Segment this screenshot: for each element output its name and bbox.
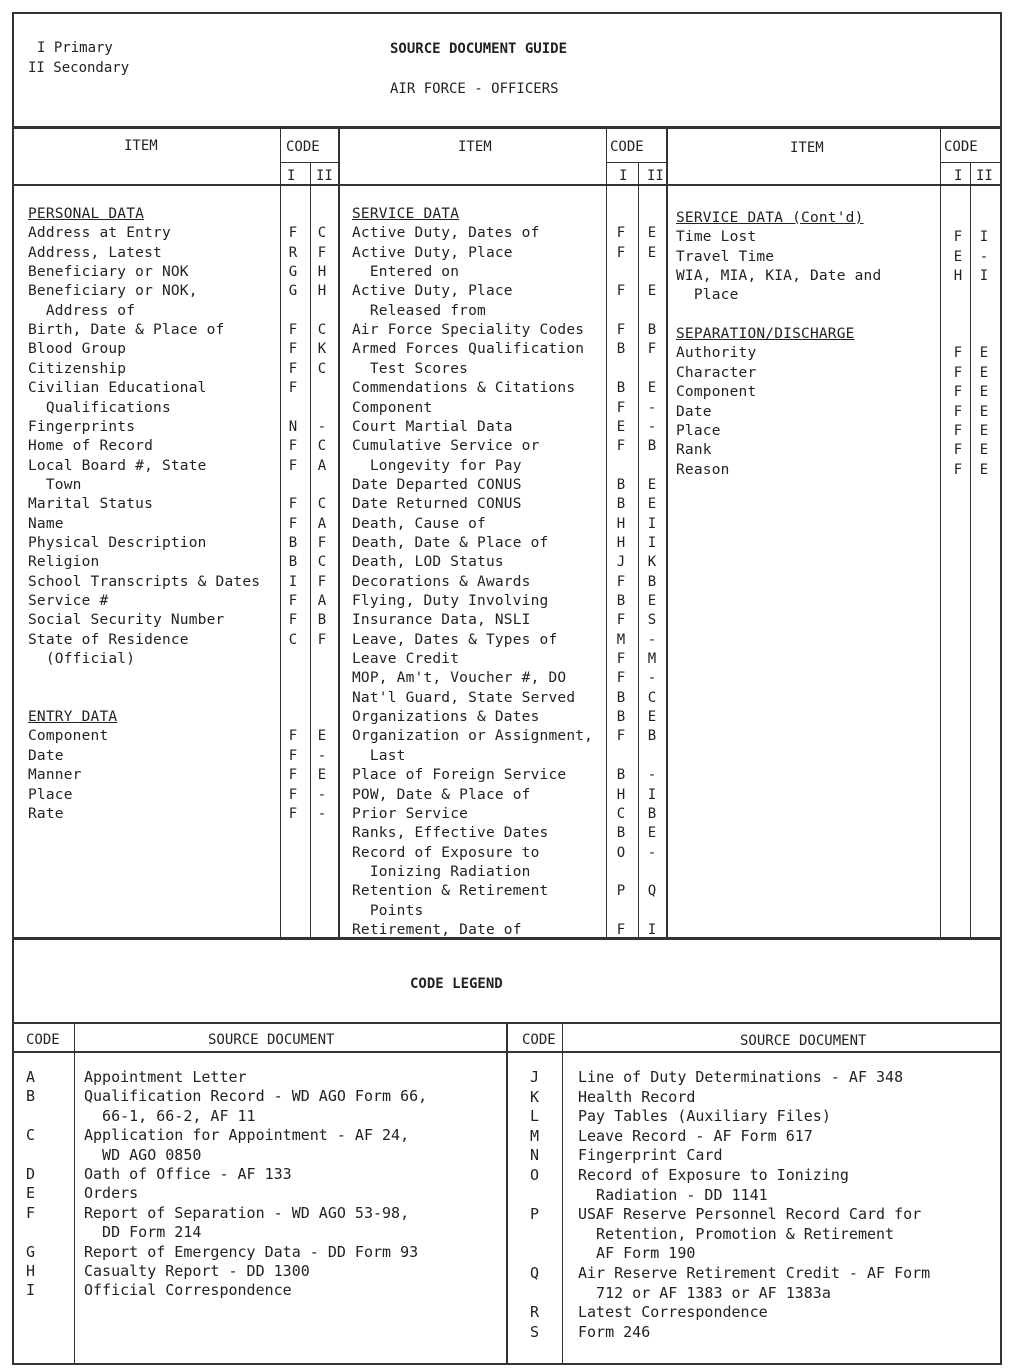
primary-code: R — [288, 244, 298, 261]
secondary-code: B — [647, 728, 657, 745]
secondary-code: M — [647, 651, 657, 668]
secondary-code: E — [979, 461, 989, 478]
primary-code: B — [288, 534, 298, 551]
item-label: WIA, MIA, KIA, Date and — [676, 268, 882, 285]
item-label: Birth, Date & Place of — [28, 322, 225, 339]
section-heading: SEPARATION/DISCHARGE — [676, 326, 855, 343]
secondary-code: C — [317, 438, 327, 455]
item-label: Organization or Assignment, — [352, 728, 594, 745]
item-label: Death, Cause of — [352, 515, 486, 532]
secondary-code: C — [647, 689, 657, 706]
legend-code: B — [26, 1087, 36, 1106]
legend-doc-header-left: SOURCE DOCUMENT — [208, 1032, 335, 1048]
secondary-code: F — [317, 573, 327, 590]
primary-code: E — [616, 418, 626, 435]
item-label: Last — [352, 747, 406, 764]
secondary-code: E — [647, 244, 657, 261]
item-label: POW, Date & Place of — [352, 786, 531, 803]
primary-code: H — [953, 268, 963, 285]
secondary-code: K — [317, 341, 327, 358]
primary-code: B — [616, 689, 626, 706]
item-header-1: ITEM — [124, 138, 158, 154]
legend-code: D — [26, 1165, 36, 1183]
primary-code: F — [616, 322, 626, 339]
item-label: Prior Service — [352, 805, 469, 822]
item-label: Travel Time — [676, 248, 775, 265]
item-label: Active Duty, Place — [352, 283, 513, 300]
secondary-code: Q — [647, 883, 657, 900]
item-label: Insurance Data, NSLI — [352, 612, 531, 629]
secondary-code: B — [647, 438, 657, 455]
item-label: Place — [676, 422, 721, 439]
primary-code: G — [288, 264, 298, 281]
item-label: Beneficiary or NOK, — [28, 283, 198, 300]
legend-title: CODE LEGEND — [410, 976, 503, 992]
code-i-header-1: I — [287, 168, 296, 184]
item-label: Local Board #, State — [28, 457, 207, 474]
legend-document: Official Correspondence — [84, 1281, 292, 1300]
primary-code: F — [616, 651, 626, 668]
secondary-code: I — [647, 921, 657, 938]
legend-doc-header-right: SOURCE DOCUMENT — [740, 1033, 867, 1049]
item-label: Leave, Dates & Types of — [352, 631, 558, 648]
item-label: MOP, Am't, Voucher #, DO — [352, 670, 567, 687]
legend-code-header-right: CODE — [522, 1032, 556, 1048]
secondary-code: E — [647, 709, 657, 726]
primary-code: E — [953, 248, 963, 265]
item-label: Date — [28, 747, 64, 764]
legend-code-header-left: CODE — [26, 1032, 60, 1048]
secondary-code: F — [317, 534, 327, 551]
primary-code: F — [616, 244, 626, 261]
item-label: Ionizing Radiation — [352, 863, 531, 880]
legend-code: H — [26, 1262, 36, 1280]
secondary-code: - — [647, 631, 657, 648]
section-heading: PERSONAL DATA — [28, 206, 145, 222]
primary-code: F — [288, 360, 298, 377]
item-label: Retirement, Date of — [352, 921, 522, 938]
primary-code: B — [616, 496, 626, 513]
primary-code: F — [288, 805, 298, 822]
item-label: Longevity for Pay — [352, 457, 522, 474]
primary-code: B — [616, 593, 626, 609]
primary-code: F — [288, 767, 298, 784]
code-header-1: CODE — [286, 139, 320, 155]
legend-code: G — [26, 1242, 36, 1261]
primary-code: O — [616, 844, 626, 861]
item-label: Air Force Speciality Codes — [352, 322, 585, 339]
primary-code: J — [616, 554, 626, 571]
primary-code: G — [288, 283, 298, 300]
primary-code: F — [616, 728, 626, 745]
code-i-header-2: I — [619, 168, 628, 184]
primary-code: F — [288, 322, 298, 339]
secondary-code: B — [317, 612, 327, 629]
primary-code: I — [288, 573, 298, 590]
item-label: Component — [28, 728, 109, 745]
item-label: State of Residence — [28, 631, 189, 648]
secondary-code: - — [979, 248, 989, 265]
item-label: Address of — [28, 302, 136, 319]
code-ii-header-2: II — [647, 168, 664, 184]
secondary-code: E — [979, 384, 989, 401]
secondary-code: E — [647, 496, 657, 513]
item-label: Retention & Retirement — [352, 883, 549, 900]
secondary-code: F — [647, 341, 657, 358]
secondary-code: E — [979, 442, 989, 459]
secondary-code: - — [317, 786, 327, 803]
primary-code: F — [953, 461, 963, 478]
legend-document: Health Record — [578, 1087, 696, 1106]
legend-document: Form 246 — [578, 1322, 651, 1341]
primary-code: F — [288, 515, 298, 532]
primary-code: B — [616, 380, 626, 397]
legend-document: Casualty Report - DD 1300 — [84, 1262, 310, 1280]
item-label: Active Duty, Place — [352, 244, 513, 261]
item-label: Name — [28, 515, 64, 532]
item-label: Place — [28, 786, 73, 803]
legend-document: Qualification Record - WD AGO Form 66, — [84, 1087, 428, 1106]
section-heading: ENTRY DATA — [28, 709, 118, 726]
item-label: Record of Exposure to — [352, 844, 540, 861]
item-label: Death, LOD Status — [352, 554, 504, 571]
legend-document: Report of Emergency Data - DD Form 93 — [84, 1242, 419, 1261]
primary-code: B — [616, 709, 626, 726]
item-label: Citizenship — [28, 360, 127, 377]
secondary-code: E — [317, 728, 327, 745]
legend-document: Orders — [84, 1184, 139, 1203]
primary-code: F — [616, 612, 626, 629]
item-label: Physical Description — [28, 534, 207, 551]
item-label: Leave Credit — [352, 651, 460, 668]
primary-code: H — [616, 534, 626, 551]
secondary-code: - — [647, 844, 657, 861]
item-label: Manner — [28, 767, 82, 784]
secondary-code: - — [647, 670, 657, 687]
primary-code: F — [288, 341, 298, 358]
item-label: Service # — [28, 593, 109, 609]
secondary-code: - — [647, 767, 657, 784]
secondary-code: I — [647, 534, 657, 551]
secondary-code: H — [317, 264, 327, 281]
code-key-primary: I Primary — [37, 40, 113, 56]
item-label: Test Scores — [352, 360, 469, 377]
primary-code: F — [616, 573, 626, 590]
primary-code: H — [616, 786, 626, 803]
item-label: Place of Foreign Service — [352, 767, 567, 784]
primary-code: F — [953, 403, 963, 420]
primary-code: F — [953, 422, 963, 439]
item-label: Time Lost — [676, 229, 757, 246]
item-label: Rate — [28, 805, 64, 822]
legend-code: C — [26, 1126, 36, 1145]
section-heading: SERVICE DATA (Cont'd) — [676, 210, 864, 226]
legend-code: S — [530, 1322, 540, 1341]
primary-code: F — [288, 593, 298, 609]
primary-code: F — [616, 225, 626, 242]
secondary-code: I — [979, 229, 989, 246]
item-label: Court Martial Data — [352, 418, 513, 435]
legend-document: Oath of Office - AF 133 — [84, 1165, 292, 1183]
legend-document: Pay Tables (Auxiliary Files) — [578, 1107, 831, 1126]
item-label: Fingerprints — [28, 418, 136, 435]
secondary-code: E — [979, 345, 989, 362]
secondary-code: - — [317, 747, 327, 764]
legend-document: Report of Separation - WD AGO 53-98, — [84, 1203, 410, 1222]
primary-code: F — [288, 747, 298, 764]
legend-document: Application for Appointment - AF 24, — [84, 1126, 410, 1145]
legend-code: M — [530, 1126, 540, 1145]
item-label: Town — [28, 476, 82, 493]
item-label: Commendations & Citations — [352, 380, 576, 397]
secondary-code: S — [647, 612, 657, 629]
legend-code: A — [26, 1068, 36, 1086]
legend-code: J — [530, 1068, 540, 1086]
secondary-code: H — [317, 283, 327, 300]
legend-document: Fingerprint Card — [578, 1146, 723, 1165]
primary-code: B — [616, 341, 626, 358]
legend-code: I — [26, 1281, 36, 1300]
primary-code: C — [288, 631, 298, 648]
legend-document: Leave Record - AF Form 617 — [578, 1126, 813, 1145]
primary-code: F — [288, 786, 298, 803]
primary-code: F — [953, 442, 963, 459]
section-heading: SERVICE DATA — [352, 206, 460, 222]
secondary-code: B — [647, 322, 657, 339]
secondary-code: C — [317, 322, 327, 339]
secondary-code: C — [317, 554, 327, 571]
primary-code: P — [616, 883, 626, 900]
legend-document: Radiation - DD 1141 — [578, 1185, 768, 1204]
item-label: School Transcripts & Dates — [28, 573, 261, 590]
primary-code: F — [616, 438, 626, 455]
code-i-header-3: I — [954, 168, 963, 184]
item-label: Armed Forces Qualification — [352, 341, 585, 358]
primary-code: F — [288, 612, 298, 629]
primary-code: B — [288, 554, 298, 571]
code-ii-header-1: II — [316, 168, 333, 184]
secondary-code: A — [317, 457, 327, 474]
legend-code: L — [530, 1107, 540, 1126]
primary-code: F — [953, 364, 963, 381]
item-label: Organizations & Dates — [352, 709, 540, 726]
legend-document: Record of Exposure to Ionizing — [578, 1166, 849, 1184]
item-label: Address at Entry — [28, 225, 171, 242]
secondary-code: - — [647, 399, 657, 416]
item-label: Released from — [352, 302, 486, 319]
item-label: Entered on — [352, 264, 460, 281]
secondary-code: - — [317, 418, 327, 435]
primary-code: F — [288, 438, 298, 455]
legend-document: AF Form 190 — [578, 1244, 696, 1263]
primary-code: C — [616, 805, 626, 822]
secondary-code: E — [647, 283, 657, 300]
item-label: Date Returned CONUS — [352, 496, 522, 513]
secondary-code: C — [317, 225, 327, 242]
legend-document: WD AGO 0850 — [84, 1145, 202, 1164]
legend-code: Q — [530, 1264, 540, 1282]
secondary-code: A — [317, 593, 327, 609]
secondary-code: E — [647, 380, 657, 397]
secondary-code: E — [979, 364, 989, 381]
item-label: Reason — [676, 461, 730, 478]
item-label: Social Security Number — [28, 612, 225, 629]
secondary-code: E — [647, 225, 657, 242]
secondary-code: I — [647, 786, 657, 803]
code-key-secondary: II Secondary — [28, 60, 130, 76]
item-label: Rank — [676, 442, 712, 459]
item-label: Ranks, Effective Dates — [352, 825, 549, 842]
secondary-code: E — [647, 593, 657, 609]
item-label: Active Duty, Dates of — [352, 225, 540, 242]
secondary-code: F — [317, 244, 327, 261]
secondary-code: E — [647, 476, 657, 493]
primary-code: F — [953, 345, 963, 362]
legend-document: Retention, Promotion & Retirement — [578, 1224, 895, 1243]
item-label: Decorations & Awards — [352, 573, 531, 590]
item-label: (Official) — [28, 651, 136, 668]
primary-code: F — [288, 380, 298, 397]
secondary-code: E — [317, 767, 327, 784]
item-label: Home of Record — [28, 438, 154, 455]
item-label: Points — [352, 902, 424, 919]
primary-code: B — [616, 767, 626, 784]
item-label: Authority — [676, 345, 757, 362]
secondary-code: A — [317, 515, 327, 532]
primary-code: F — [953, 229, 963, 246]
item-label: Qualifications — [28, 399, 171, 416]
item-label: Address, Latest — [28, 244, 162, 261]
primary-code: F — [616, 283, 626, 300]
primary-code: F — [288, 225, 298, 242]
legend-document: Appointment Letter — [84, 1068, 247, 1086]
secondary-code: C — [317, 360, 327, 377]
legend-code: O — [530, 1166, 540, 1184]
page-title: SOURCE DOCUMENT GUIDE — [390, 41, 568, 57]
item-label: Marital Status — [28, 496, 154, 513]
code-header-2: CODE — [610, 139, 644, 155]
item-label: Religion — [28, 554, 100, 571]
primary-code: F — [616, 399, 626, 416]
item-label: Date — [676, 403, 712, 420]
primary-code: F — [953, 384, 963, 401]
primary-code: F — [288, 728, 298, 745]
secondary-code: K — [647, 554, 657, 571]
legend-document: DD Form 214 — [84, 1223, 202, 1242]
item-label: Place — [676, 287, 739, 304]
legend-document: Latest Correspondence — [578, 1303, 768, 1322]
legend-code: R — [530, 1303, 540, 1322]
legend-document: 66-1, 66-2, AF 11 — [84, 1106, 256, 1125]
legend-code: F — [26, 1203, 36, 1222]
primary-code: F — [288, 457, 298, 474]
item-label: Civilian Educational — [28, 380, 207, 397]
item-label: Date Departed CONUS — [352, 476, 522, 493]
secondary-code: B — [647, 805, 657, 822]
legend-document: 712 or AF 1383 or AF 1383a — [578, 1283, 831, 1302]
secondary-code: - — [647, 418, 657, 435]
secondary-code: C — [317, 496, 327, 513]
item-label: Character — [676, 364, 757, 381]
item-header-3: ITEM — [790, 140, 824, 156]
secondary-code: E — [979, 422, 989, 439]
legend-document: Line of Duty Determinations - AF 348 — [578, 1068, 904, 1086]
secondary-code: E — [979, 403, 989, 420]
legend-code: N — [530, 1146, 540, 1165]
item-label: Beneficiary or NOK — [28, 264, 189, 281]
primary-code: B — [616, 825, 626, 842]
legend-code: E — [26, 1184, 36, 1203]
primary-code: N — [288, 418, 298, 435]
secondary-code: - — [317, 805, 327, 822]
legend-document: Air Reserve Retirement Credit - AF Form — [578, 1264, 931, 1282]
secondary-code: F — [317, 631, 327, 648]
primary-code: F — [616, 670, 626, 687]
page-subtitle: AIR FORCE - OFFICERS — [390, 81, 559, 97]
legend-code: K — [530, 1087, 540, 1106]
item-label: Death, Date & Place of — [352, 534, 549, 551]
item-label: Nat'l Guard, State Served — [352, 689, 576, 706]
secondary-code: B — [647, 573, 657, 590]
primary-code: M — [616, 631, 626, 648]
legend-code: P — [530, 1205, 540, 1224]
item-label: Cumulative Service or — [352, 438, 540, 455]
item-label: Blood Group — [28, 341, 127, 358]
legend-document: USAF Reserve Personnel Record Card for — [578, 1205, 922, 1224]
item-header-2: ITEM — [458, 139, 492, 155]
primary-code: F — [616, 921, 626, 938]
item-label: Component — [676, 384, 757, 401]
primary-code: H — [616, 515, 626, 532]
secondary-code: E — [647, 825, 657, 842]
secondary-code: I — [979, 268, 989, 285]
code-header-3: CODE — [944, 139, 978, 155]
primary-code: F — [288, 496, 298, 513]
item-label: Component — [352, 399, 433, 416]
code-ii-header-3: II — [976, 168, 993, 184]
primary-code: B — [616, 476, 626, 493]
item-label: Flying, Duty Involving — [352, 593, 549, 609]
secondary-code: I — [647, 515, 657, 532]
